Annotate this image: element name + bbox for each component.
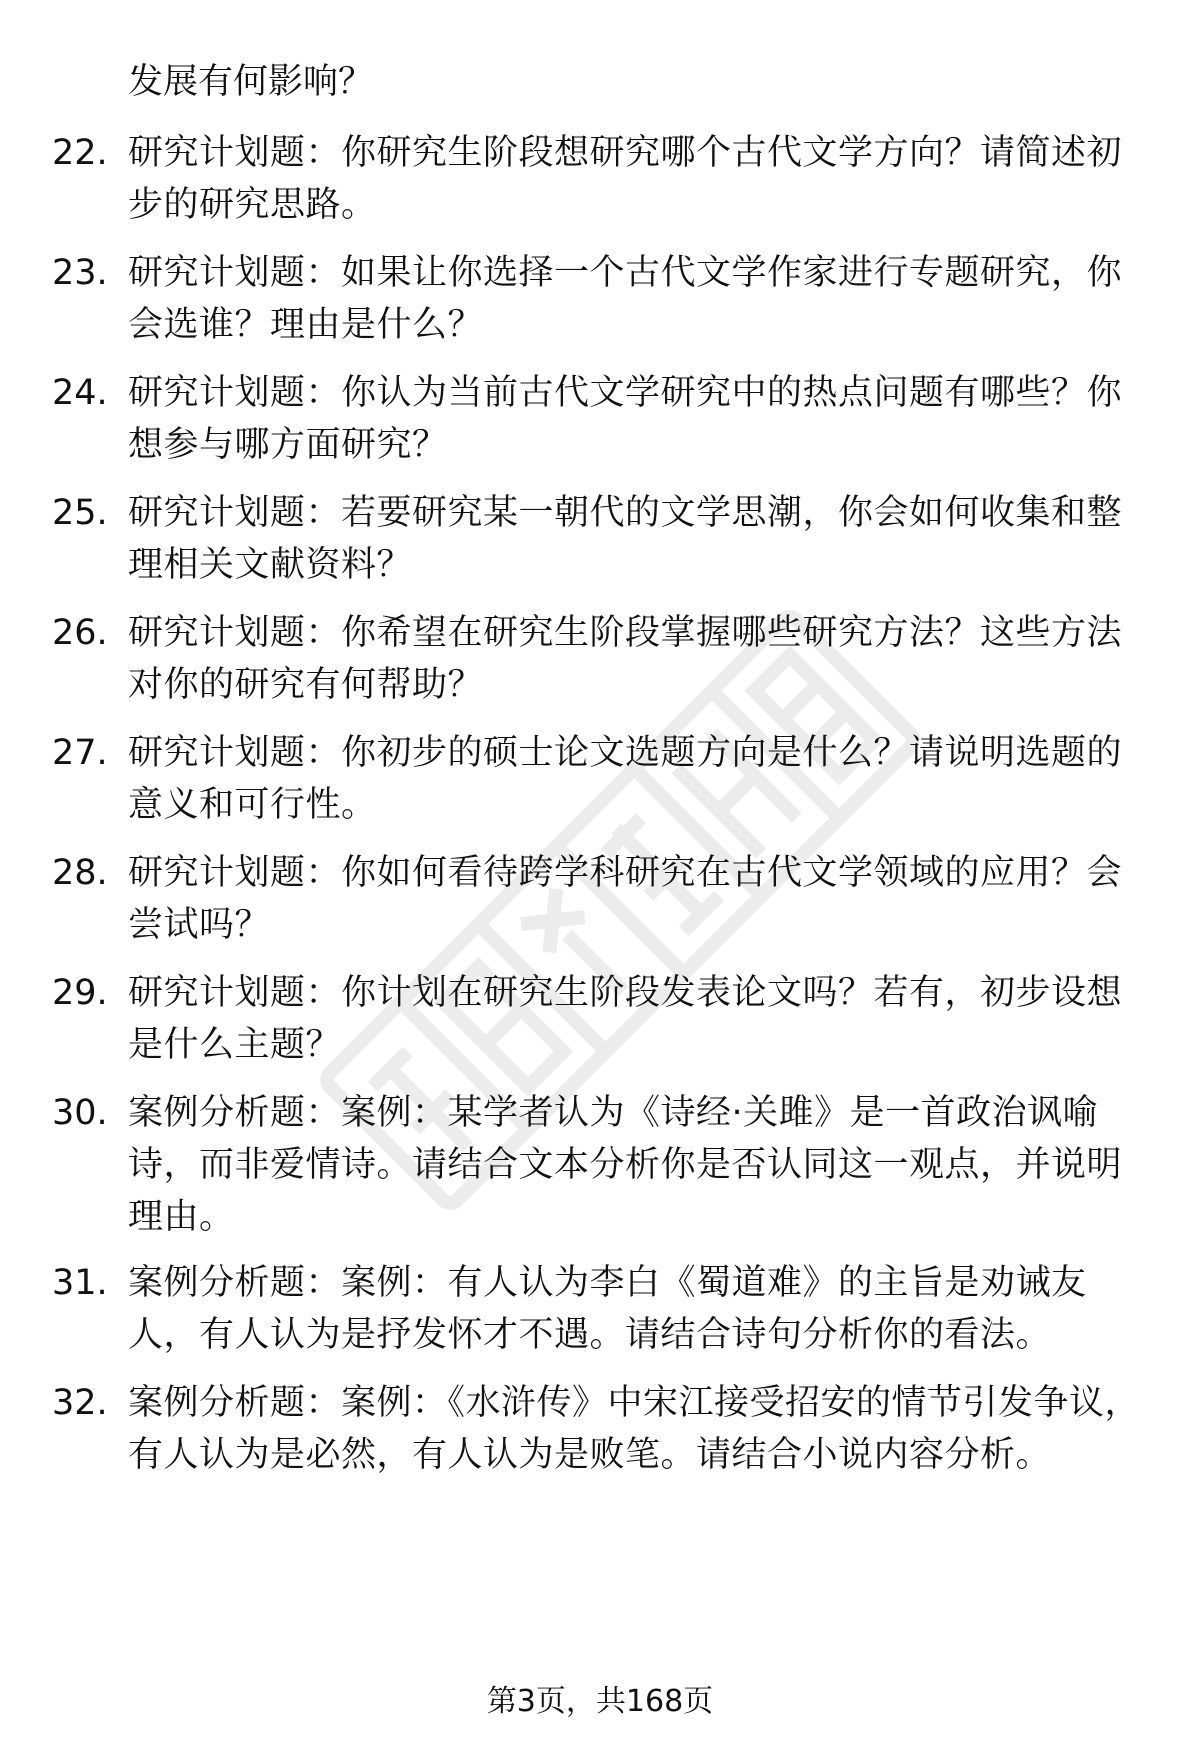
question-text: 研究计划题：你认为当前古代文学研究中的热点问题有哪些？你想参与哪方面研究？	[128, 373, 1123, 465]
question-number: 23.	[52, 253, 108, 293]
question-text: 研究计划题：你初步的硕士论文选题方向是什么？请说明选题的意义和可行性。	[128, 733, 1123, 825]
question-number: 25.	[52, 493, 108, 533]
question-number: 27.	[52, 733, 108, 773]
question-number: 31.	[52, 1263, 108, 1303]
question-text: 研究计划题：你研究生阶段想研究哪个古代文学方向？请简述初步的研究思路。	[128, 133, 1123, 225]
question-text: 案例分析题：案例：《水浒传》中宋江接受招安的情节引发争议，有人认为是必然，有人认为是败笔。请结合小说内容分析。	[128, 1383, 1141, 1475]
question-text: 案例分析题：案例：有人认为李白《蜀道难》的主旨是劝诫友人，有人认为是抒发怀才不遇。请结合诗句分析你的看法。	[128, 1263, 1087, 1355]
question-text: 研究计划题：你计划在研究生阶段发表论文吗？若有，初步设想是什么主题？	[128, 973, 1123, 1065]
question-text: 研究计划题：如果让你选择一个古代文学作家进行专题研究，你会选谁？理由是什么？	[128, 253, 1123, 345]
question-number: 24.	[52, 373, 108, 413]
question-number: 22.	[52, 133, 108, 173]
question-text: 研究计划题：你希望在研究生阶段掌握哪些研究方法？这些方法对你的研究有何帮助？	[128, 613, 1123, 705]
page-footer: 第3页，共168页	[486, 1684, 714, 1719]
question-text: 研究计划题：若要研究某一朝代的文学思潮，你会如何收集和整理相关文献资料？	[128, 493, 1123, 585]
question-number: 29.	[52, 973, 108, 1013]
continuation-text: 发展有何影响？	[128, 62, 374, 102]
question-number: 30.	[52, 1093, 108, 1133]
question-number: 26.	[52, 613, 108, 653]
question-number: 32.	[52, 1383, 108, 1423]
question-text: 案例分析题：案例：某学者认为《诗经·关雎》是一首政治讽喻诗，而非爱情诗。请结合文本分析你是否认同这一观点，并说明理由。	[128, 1093, 1123, 1237]
question-number: 28.	[52, 853, 108, 893]
question-text: 研究计划题：你如何看待跨学科研究在古代文学领域的应用？会尝试吗？	[128, 853, 1123, 945]
